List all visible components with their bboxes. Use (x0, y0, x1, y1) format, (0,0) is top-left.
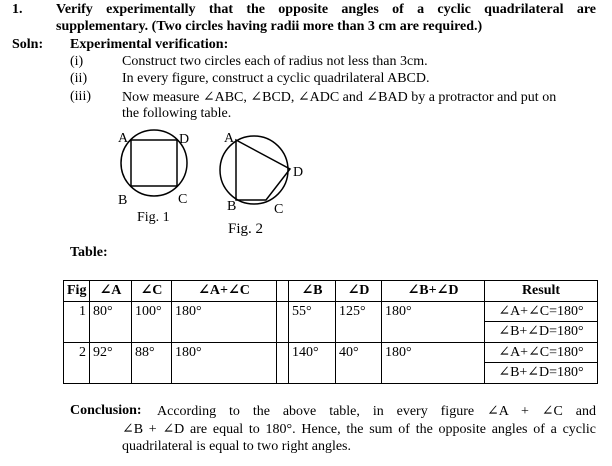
step-text: Now measure ∠ABC, ∠BCD, ∠ADC and ∠BAD by a protractor and put on (122, 90, 557, 105)
question-line-1: Verify experimentally that the opposite angles of a cyclic quadrilateral are (56, 2, 596, 17)
vertex-label-a: A (118, 131, 129, 146)
conclusion-line-3: quadrilateral is equal to two right angles. (122, 439, 351, 454)
table-row (64, 302, 598, 343)
cell-angle-a: 80° (90, 302, 132, 343)
cell-angle-d: 40° (336, 343, 382, 384)
vertex-label-b: B (227, 199, 237, 214)
table-gap (277, 343, 289, 384)
cell-angle-c: 100° (132, 302, 172, 343)
cell-result (485, 302, 598, 343)
question-line-2: supplementary. (Two circles having radii more than 3 cm are required.) (56, 19, 483, 34)
result-ac: ∠A+∠C=180° (498, 304, 584, 319)
vertex-label-d: D (293, 165, 304, 180)
vertex-label-c: C (178, 192, 188, 207)
table-gap (277, 281, 289, 302)
table-header-row (64, 281, 598, 302)
quadrilateral (236, 140, 290, 200)
conclusion-label: Conclusion: (70, 403, 142, 418)
cell-sum-bd: 180° (382, 343, 485, 384)
header-fig: Fig (64, 281, 90, 302)
header-result: Result (485, 281, 598, 302)
step-text: the following table. (122, 106, 232, 121)
cell-sum-ac: 180° (172, 302, 277, 343)
cell-angle-a: 92° (90, 343, 132, 384)
step-text: Construct two circles each of radius not less than 3cm. (122, 54, 428, 69)
solution-heading: Experimental verification: (70, 37, 229, 52)
cell-fig: 1 (64, 302, 90, 343)
vertex-label-d: D (179, 132, 190, 147)
question-number: 1. (12, 2, 23, 17)
result-bd: ∠B+∠D=180° (485, 362, 597, 382)
vertex-label-a: A (224, 131, 235, 146)
conclusion-line-1: According to the above table, in every figure ∠A + ∠C and (157, 404, 596, 419)
header-angle-a: ∠A (90, 281, 132, 302)
conclusion-line-2: ∠B + ∠D are equal to 180°. Hence, the sum of the opposite angles of a cyclic (122, 422, 596, 437)
header-angle-d: ∠D (336, 281, 382, 302)
cell-angle-d: 125° (336, 302, 382, 343)
header-sum-bd: ∠B+∠D (382, 281, 485, 302)
figure-2 (216, 126, 316, 226)
cell-sum-bd: 180° (382, 302, 485, 343)
solution-label: Soln: (12, 37, 44, 52)
step-number: (i) (70, 54, 84, 69)
step-text: In every figure, construct a cyclic quadrilateral ABCD. (122, 71, 430, 86)
angle-table (63, 280, 598, 384)
cell-fig: 2 (64, 343, 90, 384)
circle (220, 136, 288, 204)
cell-sum-ac: 180° (172, 343, 277, 384)
figure-1-caption: Fig. 1 (137, 210, 170, 225)
cell-result (485, 343, 598, 384)
result-ac: ∠A+∠C=180° (498, 345, 584, 360)
header-angle-b: ∠B (289, 281, 336, 302)
figure-2-caption: Fig. 2 (228, 221, 264, 237)
vertex-label-b: B (118, 193, 128, 208)
step-number: (iii) (70, 89, 91, 104)
step-number: (ii) (70, 71, 88, 86)
result-bd: ∠B+∠D=180° (485, 321, 597, 341)
cell-angle-b: 55° (289, 302, 336, 343)
table-gap (277, 302, 289, 343)
table-row (64, 343, 598, 384)
vertex-label-c: C (274, 202, 284, 217)
cell-angle-b: 140° (289, 343, 336, 384)
table-label: Table: (70, 245, 108, 260)
cell-angle-c: 88° (132, 343, 172, 384)
quadrilateral (131, 140, 177, 186)
header-angle-c: ∠C (132, 281, 172, 302)
header-sum-ac: ∠A+∠C (172, 281, 277, 302)
